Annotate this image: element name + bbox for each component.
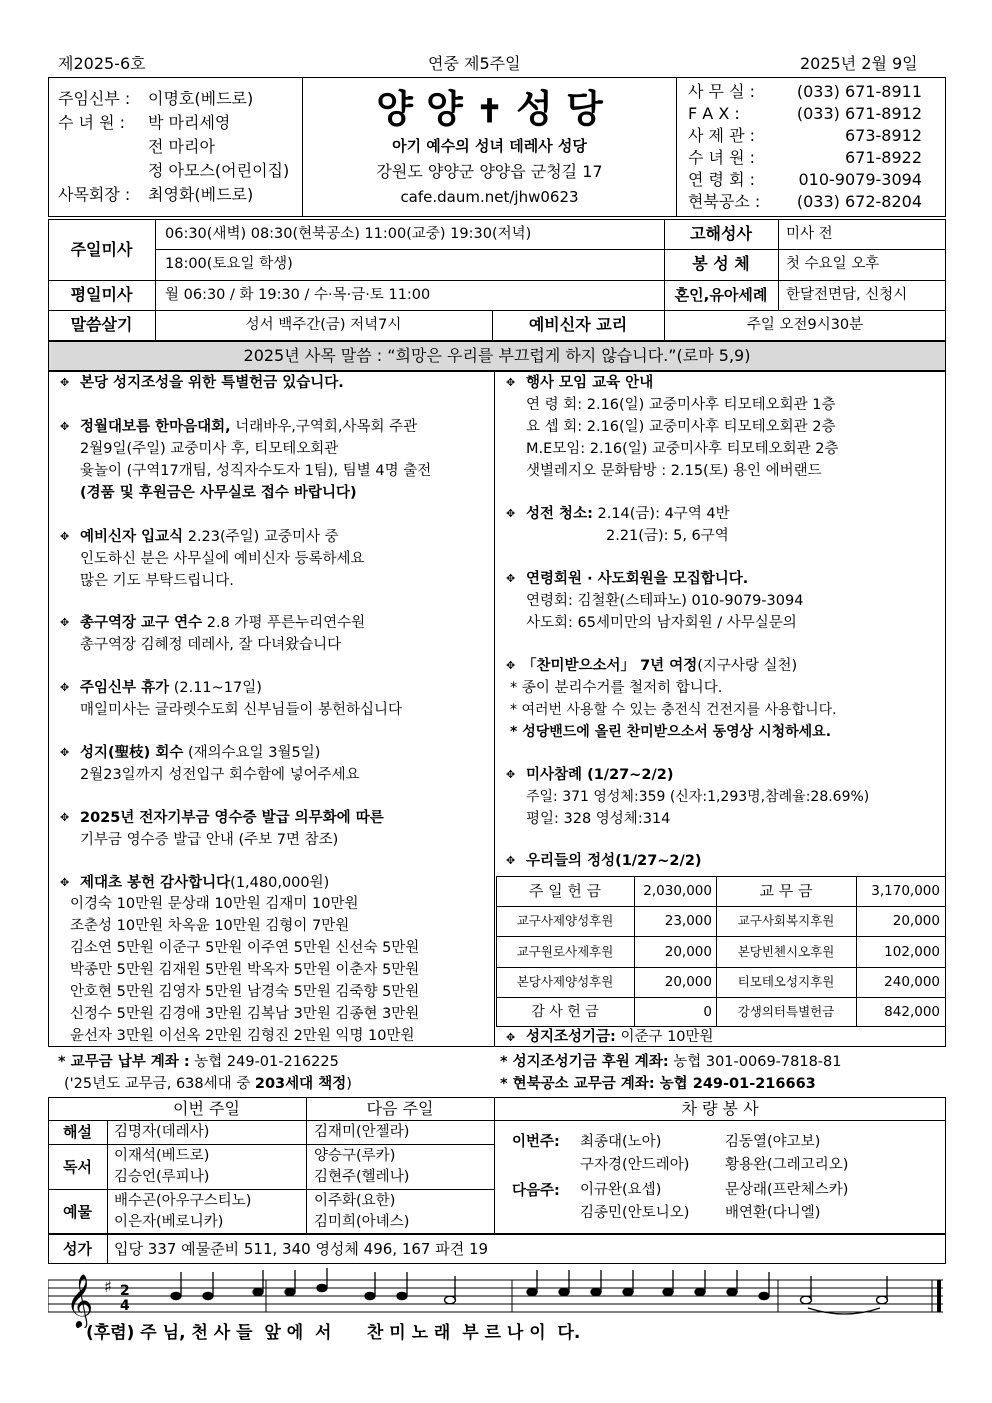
diamond-bullet-icon: ✥ [506, 854, 516, 867]
news-line: * 여러번 사용할 수 있는 충전식 건전지를 사용합니다. [510, 702, 837, 718]
sister-name: 전 마리아 [148, 137, 215, 156]
donor-line: 박종만 5만원 김재원 5만원 박옥자 5만원 이춘자 5만원 [70, 962, 420, 978]
vehicle-header: 차 량 봉 사 [681, 1099, 759, 1118]
contact-value: (033) 671-8911 [796, 82, 922, 101]
catechumen-label: 예비신자 교리 [528, 315, 628, 334]
sunday-mass-label: 주일미사 [70, 240, 133, 259]
vehicle-name: 이규완(요셉) [580, 1182, 662, 1198]
donor-line: 윤선자 3만원 이선옥 2만원 김형진 2만원 익명 10만원 [70, 1028, 415, 1044]
confession-value: 미사 전 [786, 226, 833, 242]
donor-line: 신정수 5만원 김경애 3만원 김복남 3만원 김종현 3만원 [70, 1006, 420, 1022]
contact-label: F A X : [688, 104, 740, 123]
svg-text:𝄞: 𝄞 [66, 1273, 94, 1327]
diamond-bullet-icon: ✥ [60, 876, 70, 889]
account-note: ('25년도 교무금, 638세대 중 203세대 책정) [64, 1076, 352, 1092]
donor-line: 이경숙 10만원 문상래 10만원 김재미 10만원 [70, 896, 359, 912]
pastor-name: 이명호(베드로) [148, 89, 254, 108]
role-label: 해설 [63, 1123, 92, 1141]
news-line: 많은 기도 부탁드립니다. [80, 573, 234, 589]
roster-name: 김승언(루피나) [114, 1169, 210, 1185]
cross-icon: ✝ [476, 92, 503, 130]
diamond-bullet-icon: ✥ [506, 768, 516, 781]
roster-name: 배수곤(아우구스티노) [114, 1193, 252, 1209]
clergy-label: 주임신부 : [58, 89, 131, 108]
diamond-bullet-icon: ✥ [506, 1031, 516, 1044]
news-title: 우리들의 정성(1/27~2/2) [526, 853, 702, 869]
word-life-value: 성서 백주간(금) 저녁7시 [245, 317, 402, 333]
contact-value: (033) 672-8204 [796, 192, 922, 211]
weekday-mass-label: 평일미사 [70, 285, 133, 304]
diamond-bullet-icon: ✥ [60, 746, 70, 759]
offering-name: 교구사제양성후원 [516, 913, 614, 928]
offering-amount: 20,000 [664, 944, 712, 960]
news-title: 미사참례 (1/27~2/2) [526, 767, 674, 783]
offering-name: 본당사제양성후원 [516, 974, 614, 989]
roster-name: 김현주(헬레나) [314, 1169, 410, 1185]
news-title: 본당 성지조성을 위한 특별헌금 있습니다. [80, 375, 344, 391]
news-line: 매일미사는 글라렛수도회 신부님들이 봉헌하십니다 [80, 702, 402, 718]
donor-line: 조춘성 10만원 차옥윤 10만원 김형이 7만원 [70, 918, 350, 934]
hymn-numbers: 입당 337 예물준비 511, 340 영성체 496, 167 파견 19 [114, 1240, 489, 1258]
diamond-bullet-icon: ✥ [60, 376, 70, 389]
offering-name: 티모테오성지후원 [737, 974, 835, 989]
news-line: * 성당밴드에 올린 찬미받으소서 동영상 시청하세요. [510, 724, 832, 740]
diamond-bullet-icon: ✥ [506, 507, 516, 520]
offering-amount: 102,000 [884, 944, 940, 960]
news-title: 정월대보름 한마음대회, 너래바우,구역회,사목회 주관 [80, 419, 418, 435]
eucharist-value: 첫 수요일 오후 [786, 256, 880, 272]
donor-line: 안호현 5만원 김영자 5만원 남경숙 5만원 김죽향 5만원 [70, 984, 420, 1000]
pastoral-motto: 2025년 사목 말씀 : “희망은 우리를 부끄럽게 하지 않습니다.”(로마 5,9) [243, 346, 751, 365]
diamond-bullet-icon: ✥ [506, 572, 516, 585]
clergy-label: 수 녀 원 : [58, 113, 126, 132]
roster-name: 이재석(베드로) [114, 1148, 210, 1164]
news-line: 윷놀이 (구역17개팀, 성직자수도자 1팀), 팀별 4명 출전 [80, 463, 432, 479]
account-line: * 성지조성기금 후원 계좌: 농협 301-0069-7818-81 [500, 1054, 842, 1070]
roster-name: 양승구(루카) [314, 1148, 396, 1164]
vehicle-label: 이번주: [512, 1134, 560, 1150]
news-title: 연령회원 · 사도회원을 모집합니다. [526, 571, 749, 587]
news-line: * 종이 분리수거를 철저히 합니다. [510, 680, 723, 696]
news-title: 성지조성기금: 이준구 10만원 [526, 1029, 714, 1045]
wedding-label: 혼인,유아세례 [674, 286, 768, 304]
offering-name: 교구사회복지후원 [737, 913, 835, 928]
account-line: * 교무금 납부 계좌 : 농협 249-01-216225 [58, 1054, 339, 1070]
hymn-label: 성가 [63, 1240, 92, 1258]
roster-name: 김명자(데레사) [114, 1124, 210, 1140]
contact-label: 사 무 실 : [688, 82, 756, 101]
vehicle-name: 김종민(안토니오) [580, 1205, 690, 1221]
news-title: 성전 청소: 2.14(금): 4구역 4반 [526, 506, 730, 522]
news-line: 기부금 영수증 발급 안내 (주보 7면 참조) [80, 832, 339, 848]
offering-name: 강생의터특별헌금 [737, 1004, 835, 1019]
word-life-label: 말씀살기 [70, 315, 133, 334]
news-line: M.E모임: 2.16(일) 교중미사후 티모테오회관 2층 [526, 441, 839, 457]
diamond-bullet-icon: ✥ [506, 659, 516, 672]
news-line: 인도하신 분은 사무실에 예비신자 등록하세요 [80, 551, 365, 567]
offering-name: 교구원로사제후원 [516, 944, 614, 959]
news-line: 연령회: 김철환(스테파노) 010-9079-3094 [526, 593, 804, 609]
news-line: 사도회: 65세미만의 남자회원 / 사무실문의 [526, 615, 797, 631]
church-name [303, 84, 676, 134]
diamond-bullet-icon: ✥ [60, 420, 70, 433]
news-line: 2.21(금): 5, 6구역 [606, 528, 729, 544]
church-website[interactable]: cafe.daum.net/jhw0623 [400, 188, 579, 206]
offering-name: 주 일 헌 금 [528, 882, 602, 900]
roster-name: 김재미(안젤라) [314, 1124, 410, 1140]
news-title: 「찬미받으소서」 7년 여정(지구사랑 실천) [522, 658, 798, 674]
contact-value: (033) 671-8912 [796, 104, 922, 123]
offering-amount: 20,000 [892, 913, 940, 929]
diamond-bullet-icon: ✥ [60, 530, 70, 543]
role-label: 독서 [63, 1158, 92, 1176]
offering-name: 감 사 헌 금 [531, 1004, 599, 1020]
contact-label: 사 제 관 : [688, 126, 756, 145]
vehicle-name: 구자경(안드레아) [580, 1157, 690, 1173]
roster-name: 김미희(아녜스) [314, 1214, 410, 1230]
this-week-header: 이번 주일 [173, 1099, 240, 1118]
offering-amount: 2,030,000 [643, 883, 712, 899]
weekday-mass-times: 월 06:30 / 화 19:30 / 수·목·금·토 11:00 [165, 287, 431, 303]
news-line: 2월9일(주일) 교중미사 후, 티모테오회관 [80, 441, 339, 457]
issue-number: 제2025-6호 [58, 54, 146, 73]
next-week-header: 다음 주일 [366, 1099, 434, 1118]
news-line: 샛별레지오 문화탐방 : 2.15(토) 용인 에버랜드 [526, 463, 822, 479]
news-line: 평일: 328 영성체:314 [526, 811, 671, 827]
svg-text:♯: ♯ [104, 1277, 112, 1296]
news-line: 연 령 회: 2.16(일) 교중미사후 티모테오회관 1층 [526, 397, 836, 413]
news-title: 행사 모임 교육 안내 [526, 375, 654, 391]
news-title: 총구역장 교구 연수 2.8 가평 푸른누리연수원 [80, 615, 366, 631]
news-title: 2025년 전자기부금 영수증 발급 의무화에 따른 [80, 810, 384, 826]
news-line: 총구역장 김혜정 데레사, 잘 다녀왔습니다 [80, 637, 342, 653]
account-line: * 현북공소 교무금 계좌: 농협 249-01-216663 [500, 1076, 816, 1092]
news-title: 성지(聖枝) 회수 (재의수요일 3월5일) [80, 745, 321, 761]
wedding-value: 한달전면담, 신청시 [786, 287, 908, 303]
svg-text:2: 2 [120, 1283, 130, 1299]
diamond-bullet-icon: ✥ [506, 376, 516, 389]
offering-amount: 0 [703, 1004, 712, 1020]
liturgical-week: 연중 제5주일 [428, 54, 521, 73]
diamond-bullet-icon: ✥ [60, 681, 70, 694]
news-title: 주임신부 휴가 (2.11~17일) [80, 680, 262, 696]
music-staff [48, 1268, 946, 1328]
role-label: 예물 [63, 1203, 92, 1221]
news-line: 주일: 371 영성체:359 (신자:1,293명,참례율:28.69%) [526, 789, 870, 805]
song-lyrics: (후렴) 주 님, 천 사 들 앞 에 서 찬 미 노 래 부 르 나 이 다. [86, 1323, 581, 1343]
contact-label: 연 령 회 : [688, 170, 756, 189]
vehicle-name: 김동열(야고보) [725, 1134, 821, 1150]
contact-value: 010-9079-3094 [798, 170, 922, 189]
church-subtitle: 아기 예수의 성녀 데레사 성당 [392, 137, 587, 155]
news-line: (경품 및 후원금은 사무실로 접수 바랍니다) [80, 485, 357, 501]
offering-amount: 240,000 [884, 974, 940, 990]
offering-amount: 3,170,000 [871, 883, 940, 899]
sunday-mass-times: 06:30(새벽) 08:30(현북공소) 11:00(교중) 19:30(저녁) [165, 226, 532, 242]
offering-amount: 23,000 [664, 913, 712, 929]
issue-date: 2025년 2월 9일 [800, 54, 918, 73]
roster-name: 이은자(베로니카) [114, 1214, 224, 1230]
church-name-b: 성 당 [516, 86, 603, 131]
contact-label: 현북공소 : [688, 192, 761, 211]
vehicle-label: 다음주: [512, 1183, 560, 1199]
contact-value: 673-8912 [844, 126, 922, 145]
church-address: 강원도 양양군 양양읍 군청길 17 [376, 162, 603, 181]
sister-name: 박 마리세영 [148, 113, 231, 132]
roster-name: 이주화(요한) [314, 1193, 396, 1209]
donor-line: 김소연 5만원 이준구 5만원 이주연 5만원 신선숙 5만원 [70, 940, 420, 956]
vehicle-name: 문상래(프란체스카) [725, 1182, 849, 1198]
svg-text:4: 4 [120, 1298, 130, 1314]
vehicle-name: 황용완(그레고리오) [725, 1157, 849, 1173]
contact-value: 671-8922 [844, 148, 922, 167]
sister-name: 정 아모스(어린이집) [148, 161, 290, 180]
offering-amount: 842,000 [884, 1004, 940, 1020]
offering-name: 본당빈첸시오후원 [737, 944, 835, 959]
eucharist-label: 봉 성 체 [692, 254, 750, 273]
confession-label: 고해성사 [690, 224, 752, 243]
diamond-bullet-icon: ✥ [60, 616, 70, 629]
contact-label: 수 녀 원 : [688, 148, 756, 167]
clergy-label: 사목회장 : [58, 185, 131, 204]
news-line: 2월23일까지 성전입구 회수함에 넣어주세요 [80, 767, 360, 783]
vehicle-name: 배연환(다니엘) [725, 1205, 821, 1221]
news-title: 제대초 봉헌 감사합니다(1,480,000원) [80, 875, 330, 891]
church-name-a: 양 양 [376, 86, 463, 131]
catechumen-value: 주일 오전9시30분 [746, 317, 864, 333]
diamond-bullet-icon: ✥ [60, 811, 70, 824]
vehicle-name: 최종대(노아) [580, 1134, 662, 1150]
council-president: 최영화(베드로) [148, 185, 254, 204]
news-title: 예비신자 입교식 2.23(주일) 교중미사 중 [80, 529, 339, 545]
offering-amount: 20,000 [664, 974, 712, 990]
saturday-mass-times: 18:00(토요일 학생) [165, 256, 293, 272]
news-line: 요 셉 회: 2.16(일) 교중미사후 티모테오회관 2층 [526, 419, 836, 435]
offering-name: 교 무 금 [759, 882, 813, 900]
